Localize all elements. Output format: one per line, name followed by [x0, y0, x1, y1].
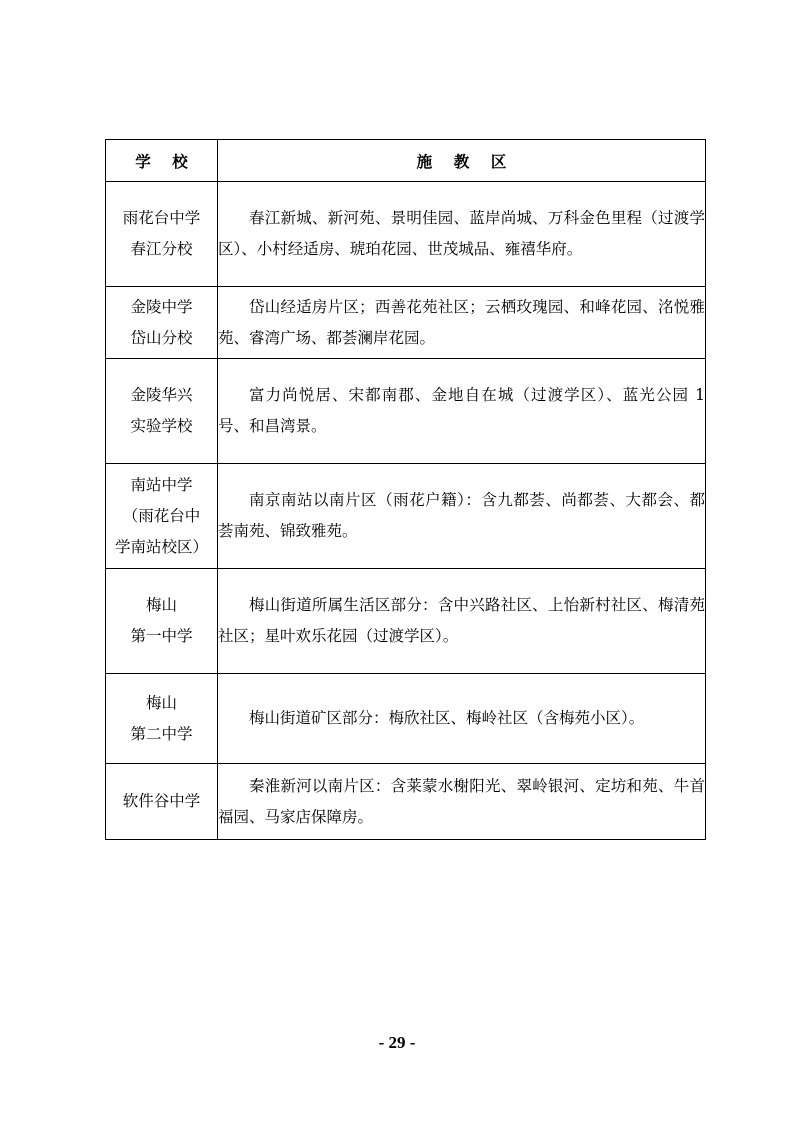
school-name-line: （雨花台中 — [122, 506, 201, 525]
school-name-line: 南站中学 — [130, 475, 193, 494]
zone-cell: 秦淮新河以南片区：含莱蒙水榭阳光、翠岭银河、定坊和苑、牛首福园、马家店保障房。 — [218, 764, 706, 840]
header-school: 学 校 — [106, 140, 218, 182]
school-name-cell — [106, 764, 218, 840]
table-row — [106, 674, 706, 764]
school-name-cell — [106, 287, 218, 359]
school-name-line: 岱山分校 — [130, 328, 193, 347]
table-row — [106, 569, 706, 674]
school-name-cell — [106, 359, 218, 464]
zone-cell: 梅山街道所属生活区部分：含中兴路社区、上怡新村社区、梅清苑社区；星叶欢乐花园（过渡学区）。 — [218, 569, 706, 674]
table-row — [106, 764, 706, 840]
school-name-cell — [106, 569, 218, 674]
school-name-line: 学南站校区） — [114, 537, 208, 556]
school-name-line: 第二中学 — [130, 724, 193, 743]
school-name-line: 梅山 — [145, 693, 177, 712]
zone-cell: 梅山街道矿区部分：梅欣社区、梅岭社区（含梅苑小区）。 — [218, 674, 706, 764]
school-name-line: 金陵华兴 — [130, 386, 193, 404]
table-row — [106, 464, 706, 569]
school-name-line: 实验学校 — [130, 417, 193, 435]
school-name-line: 雨花台中学 — [122, 209, 201, 227]
zone-cell: 富力尚悦居、宋都南郡、金地自在城（过渡学区）、蓝光公园 1 号、和昌湾景。 — [218, 359, 706, 464]
school-name-line: 春江分校 — [130, 240, 193, 258]
header-zone: 施 教 区 — [218, 140, 706, 182]
school-zone-table — [105, 139, 706, 840]
school-name-line: 梅山 — [145, 596, 177, 614]
page-number: - 29 - — [378, 1033, 416, 1052]
table-row — [106, 359, 706, 464]
zone-cell: 春江新城、新河苑、景明佳园、蓝岸尚城、万科金色里程（过渡学区）、小村经适房、琥珀花园、世茂城品、雍禧华府。 — [218, 182, 706, 287]
table-row — [106, 287, 706, 359]
table-row — [106, 182, 706, 287]
zone-cell: 南京南站以南片区（雨花户籍）：含九都荟、尚都荟、大都会、都荟南苑、锦致雅苑。 — [218, 464, 706, 569]
school-name-line: 第一中学 — [130, 627, 193, 645]
school-name-cell — [106, 674, 218, 764]
school-name-line: 金陵中学 — [130, 297, 193, 316]
table-header-row — [106, 140, 706, 182]
school-name-cell — [106, 464, 218, 569]
school-name-line: 软件谷中学 — [122, 792, 201, 810]
school-name-cell — [106, 182, 218, 287]
zone-cell: 岱山经适房片区；西善花苑社区；云栖玫瑰园、和峰花园、洺悦雅苑、睿湾广场、都荟澜岸花园。 — [218, 287, 706, 359]
